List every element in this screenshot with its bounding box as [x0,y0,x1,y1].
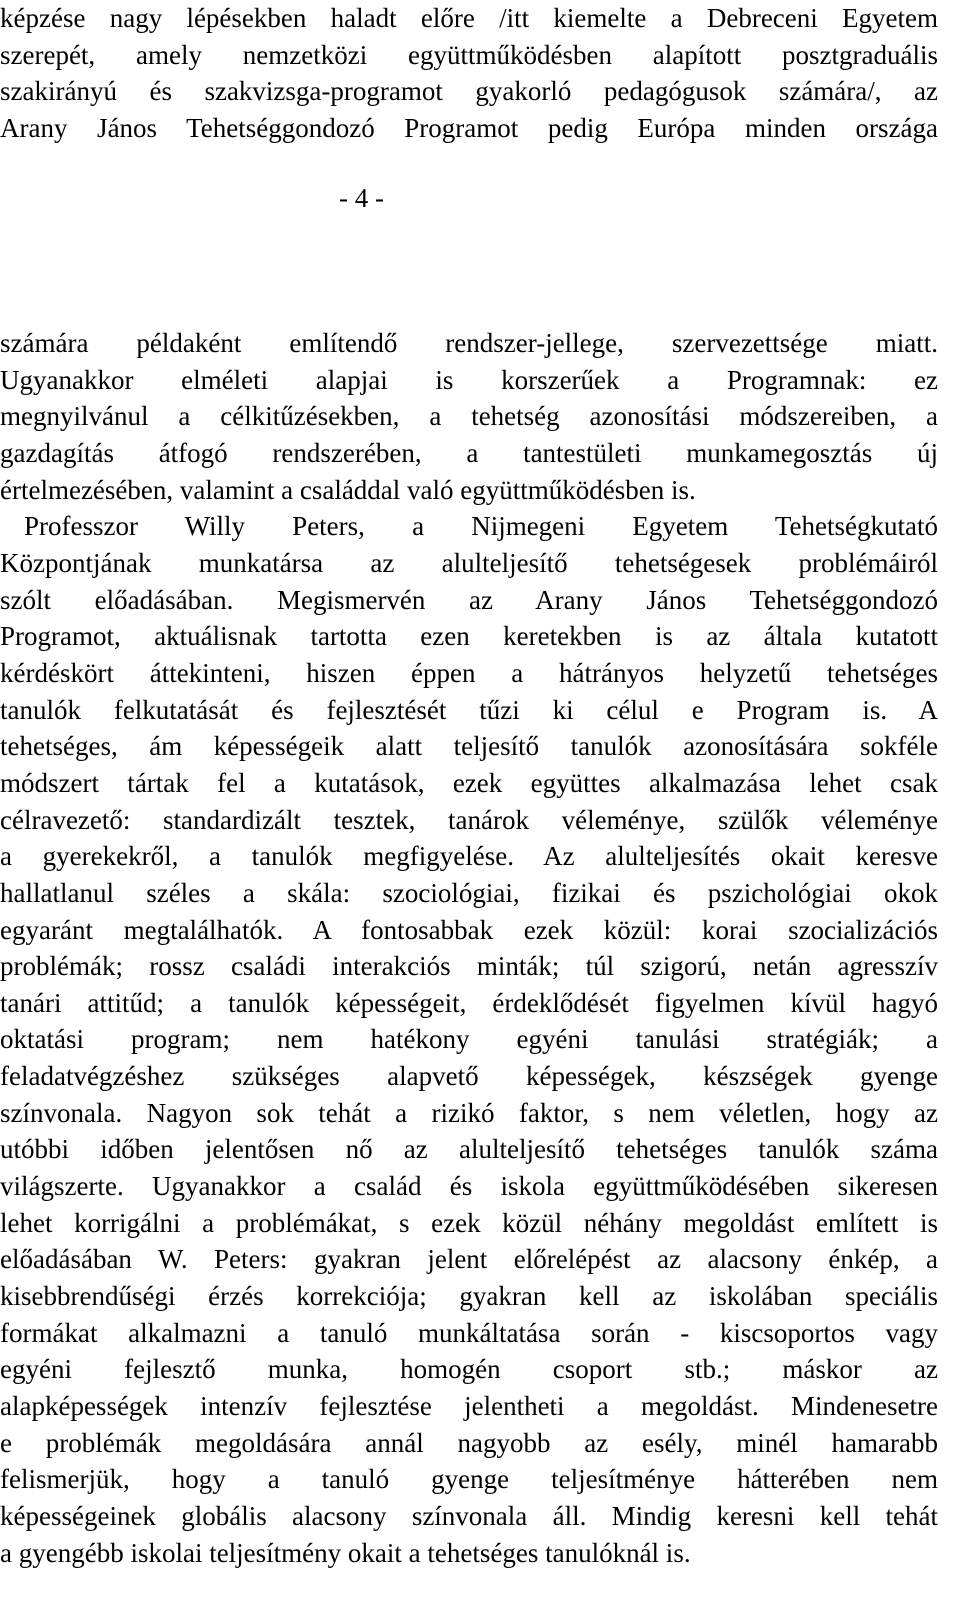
paragraph-continuation [0,0,938,147]
text-line: szakirányú és szakvizsga-programot gyakorló pedagógusok számára/, az [0,76,938,107]
text-line: kisebbrendűségi érzés korrekciója; gyakran kell az iskolában speciális [0,1281,938,1312]
text-line: a gyerekekről, a tanulók megfigyelése. Az alulteljesítés okait keresve [0,841,938,872]
text-line: tehetséges, ám képességeik alatt teljesítő tanulók azonosítására sokféle [0,731,938,762]
text-line: Központjának munkatársa az alulteljesítő tehetségesek problémáiról [0,547,938,578]
text-line: Professzor Willy Peters, a Nijmegeni Egyetem Tehetségkutató [24,511,938,542]
text-line: módszert tártak fel a kutatások, ezek együttes alkalmazása lehet csak [0,767,938,798]
text-line: Ugyanakkor elméleti alapjai is korszerűek a Programnak: ez [0,364,938,395]
text-line: lehet korrigálni a problémákat, s ezek közül néhány megoldást említett is [0,1207,938,1238]
text-line: színvonala. Nagyon sok tehát a rizikó faktor, s nem véletlen, hogy az [0,1097,938,1128]
text-line: képességeinek globális alacsony színvonala áll. Mindig keresni kell tehát [0,1501,938,1531]
text-line: hallatlanul széles a skála: szociológiai, fizikai és pszichológiai okok [0,877,938,908]
text-line: alapképességek intenzív fejlesztése jelentheti a megoldást. Mindenesetre [0,1391,938,1422]
text-line: világszerte. Ugyanakkor a család és iskola együttműködésében sikeresen [0,1171,938,1202]
text-line: e problémák megoldására annál nagyobb az esély, minél hamarabb [0,1427,938,1458]
text-line: feladatvégzéshez szükséges alapvető képességek, készségek gyenge [0,1061,938,1092]
text-line: felismerjük, hogy a tanuló gyenge teljesítménye hátterében nem [0,1464,938,1495]
text-line: előadásában W. Peters: gyakran jelent előrelépést az alacsony énkép, a [0,1244,938,1275]
text-line: tanulók felkutatását és fejlesztését tűzi ki célul e Program is. A [0,694,938,725]
text-line: szólt előadásában. Megismervén az Arany János Tehetséggondozó [0,584,938,615]
text-line: megnyilvánul a célkitűzésekben, a tehetség azonosítási módszereiben, a [0,401,938,432]
text-line: utóbbi időben jelentősen nő az alulteljesítő tehetséges tanulók száma [0,1134,938,1165]
text-line: egyaránt megtalálhatók. A fontosabbak ezek közül: korai szocializációs [0,914,938,945]
text-line: egyéni fejlesztő munka, homogén csoport stb.; máskor az [0,1354,938,1385]
body-text [0,325,938,1571]
text-line: értelmezésében, valamint a családdal való együttműködésben is. [0,474,696,505]
text-line: formákat alkalmazni a tanuló munkáltatása során - kiscsoportos vagy [0,1317,938,1348]
page-number: - 4 - [339,183,384,213]
text-line: képzése nagy lépésekben haladt előre /itt kiemelte a Debreceni Egyetem [0,3,938,33]
text-line: problémák; rossz családi interakciós minták; túl szigorú, netán agresszív [0,951,938,982]
text-line: számára példaként említendő rendszer-jellege, szervezettsége miatt. [0,328,938,358]
text-line: szerepét, amely nemzetközi együttműködésben alapított posztgraduális [0,39,938,70]
text-line: Arany János Tehetséggondozó Programot pedig Európa minden országa [0,112,938,143]
text-line: a gyengébb iskolai teljesítmény okait a tehetséges tanulóknál is. [0,1537,691,1568]
text-line: gazdagítás átfogó rendszerében, a tantestületi munkamegosztás új [0,437,938,468]
text-line: tanári attitűd; a tanulók képességeit, érdeklődését figyelmen kívül hagyó [0,987,938,1018]
text-line: célravezető: standardizált tesztek, tanárok véleménye, szülők véleménye [0,804,938,835]
text-line: kérdéskört áttekinteni, hiszen éppen a hátrányos helyzetű tehetséges [0,657,938,688]
text-line: oktatási program; nem hatékony egyéni tanulási stratégiák; a [0,1024,938,1055]
text-line: Programot, aktuálisnak tartotta ezen keretekben is az általa kutatott [0,621,938,652]
